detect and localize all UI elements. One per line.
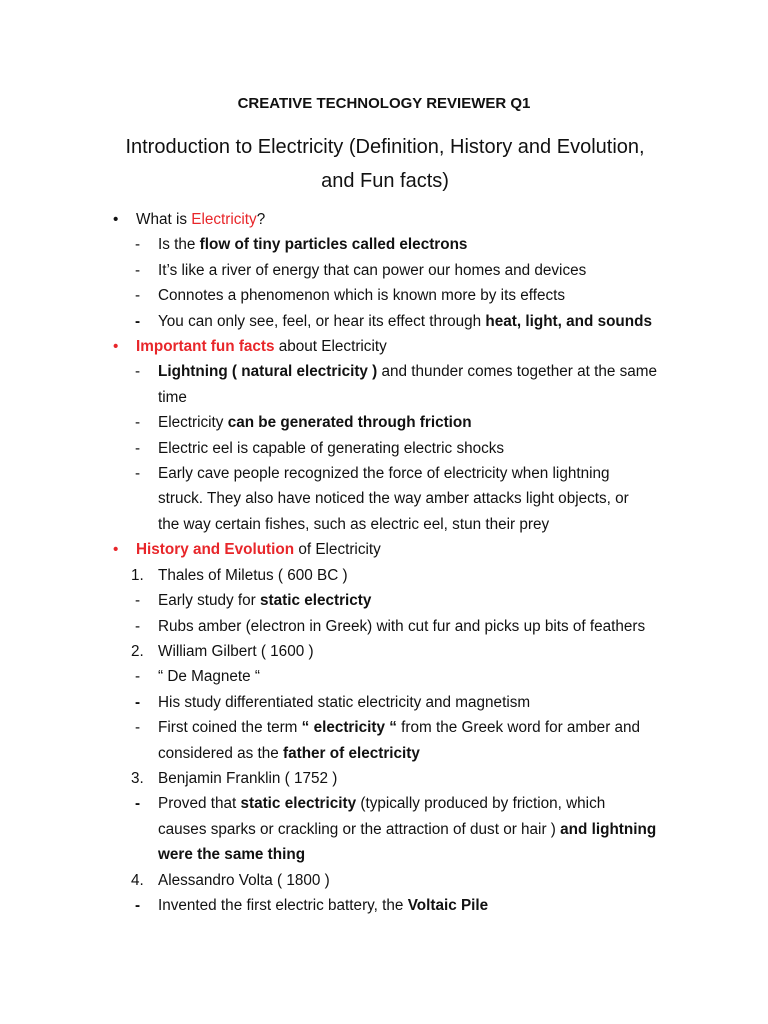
list-item (108, 588, 708, 613)
list-item (108, 715, 708, 740)
dash-marker: - (135, 592, 141, 610)
list-item (108, 309, 708, 334)
item-bold-text: heat, light, and sounds (485, 312, 652, 330)
number-marker: 1. (131, 566, 144, 584)
list-item (108, 664, 708, 689)
item-text: Early study for (158, 592, 261, 610)
list-item (108, 614, 708, 639)
bullet-marker: • (113, 338, 119, 356)
bullet-text: about Electricity (274, 338, 387, 356)
bullet-fun-facts (108, 334, 708, 359)
dash-marker: - (135, 693, 141, 711)
dash-marker: - (135, 439, 141, 457)
number-marker: 4. (131, 871, 144, 889)
dash-marker: - (135, 414, 141, 432)
list-item (108, 232, 708, 257)
item-bold-text: flow of tiny particles called electrons (199, 236, 468, 254)
list-item (108, 283, 708, 308)
list-item (108, 461, 708, 486)
item-text: William Gilbert ( 1600 ) (158, 642, 314, 660)
item-bold-text: Lightning ( natural electricity ) (158, 363, 378, 381)
item-text: Thales of Miletus ( 600 BC ) (158, 566, 348, 584)
item-text: Invented the first electric battery, the (158, 896, 408, 914)
dash-marker: - (135, 287, 141, 305)
bullet-history (108, 537, 708, 562)
item-text-end: (typically produced by friction, which (356, 795, 606, 813)
item-bold-text: “ electricity “ (301, 719, 397, 737)
item-text: Alessandro Volta ( 1800 ) (158, 871, 330, 889)
list-item-continuation (108, 486, 708, 511)
item-text: causes sparks or crackling or the attraction of dust or hair ) (158, 820, 561, 838)
item-text: Is the (158, 236, 200, 254)
list-item-continuation (108, 385, 708, 410)
list-item-continuation (108, 842, 708, 867)
list-item-continuation (108, 741, 708, 766)
item-bold-text: Voltaic Pile (407, 896, 489, 914)
dash-marker: - (135, 312, 141, 330)
item-text: It’s like a river of energy that can power our homes and devices (158, 261, 587, 279)
numbered-item (108, 868, 708, 893)
bullet-marker: • (113, 211, 119, 228)
dash-marker: - (135, 261, 141, 279)
dash-marker: - (135, 719, 141, 737)
list-item (108, 258, 708, 283)
item-bold-text: were the same thing (158, 846, 306, 864)
numbered-item (108, 766, 708, 791)
item-bold-text: and lightning (560, 820, 657, 838)
list-item (108, 791, 708, 816)
title-line-2: and Fun facts) (321, 170, 449, 192)
document-header: CREATIVE TECHNOLOGY REVIEWER Q1 (237, 95, 531, 112)
highlight-term: Important fun facts (136, 338, 275, 356)
item-text: Electric eel is capable of generating electric shocks (158, 439, 505, 457)
dash-marker: - (135, 363, 141, 381)
item-bold-text: father of electricity (283, 744, 420, 762)
bullet-text: of Electricity (294, 541, 381, 559)
numbered-item (108, 639, 708, 664)
title-line-1: Introduction to Electricity (Definition, History and Evolution, (125, 136, 645, 158)
item-text: time (158, 388, 187, 406)
numbered-item (108, 563, 708, 588)
list-item (108, 410, 708, 435)
item-bold-text: static electricty (260, 592, 372, 610)
item-text: the way certain fishes, such as electric eel, stun their prey (158, 515, 550, 533)
item-text: You can only see, feel, or hear its effect through (158, 312, 486, 330)
item-text: “ De Magnete “ (158, 668, 261, 686)
item-text: and thunder comes together at the same (377, 363, 658, 381)
item-text: Connotes a phenomenon which is known more by its effects (158, 287, 566, 305)
bullet-marker: • (113, 541, 119, 559)
item-bold-text: can be generated through friction (227, 414, 472, 432)
item-text: Electricity (158, 414, 228, 432)
dash-marker: - (135, 668, 141, 686)
document-body (108, 207, 708, 918)
item-text: First coined the term (158, 719, 302, 737)
item-text-end: from the Greek word for amber and (396, 719, 641, 737)
item-text: Proved that (158, 795, 241, 813)
list-item (108, 893, 708, 918)
item-text: His study differentiated static electricity and magnetism (158, 693, 531, 711)
item-text: Benjamin Franklin ( 1752 ) (158, 769, 338, 787)
list-item (108, 690, 708, 715)
dash-marker: - (135, 896, 141, 914)
item-text: struck. They also have noticed the way amber attacks light objects, or (158, 490, 629, 508)
list-item-continuation (108, 817, 708, 842)
item-text: considered as the (158, 744, 284, 762)
list-item-continuation (108, 512, 708, 537)
list-item (108, 436, 708, 461)
bullet-text: What is (136, 211, 192, 228)
item-text: Rubs amber (electron in Greek) with cut fur and picks up bits of feathers (158, 617, 646, 635)
item-bold-text: static electricity (240, 795, 357, 813)
bullet-text-end: ? (256, 211, 266, 228)
item-text: Early cave people recognized the force of electricity when lightning (158, 465, 610, 483)
list-item (108, 359, 708, 384)
dash-marker: - (135, 465, 141, 483)
dash-marker: - (135, 617, 141, 635)
document-title (90, 130, 680, 198)
highlight-term: Electricity (191, 211, 257, 228)
number-marker: 3. (131, 769, 144, 787)
highlight-term: History and Evolution (136, 541, 295, 559)
dash-marker: - (135, 795, 141, 813)
bullet-what-is-electricity (108, 207, 708, 232)
number-marker: 2. (131, 642, 144, 660)
dash-marker: - (135, 236, 141, 254)
